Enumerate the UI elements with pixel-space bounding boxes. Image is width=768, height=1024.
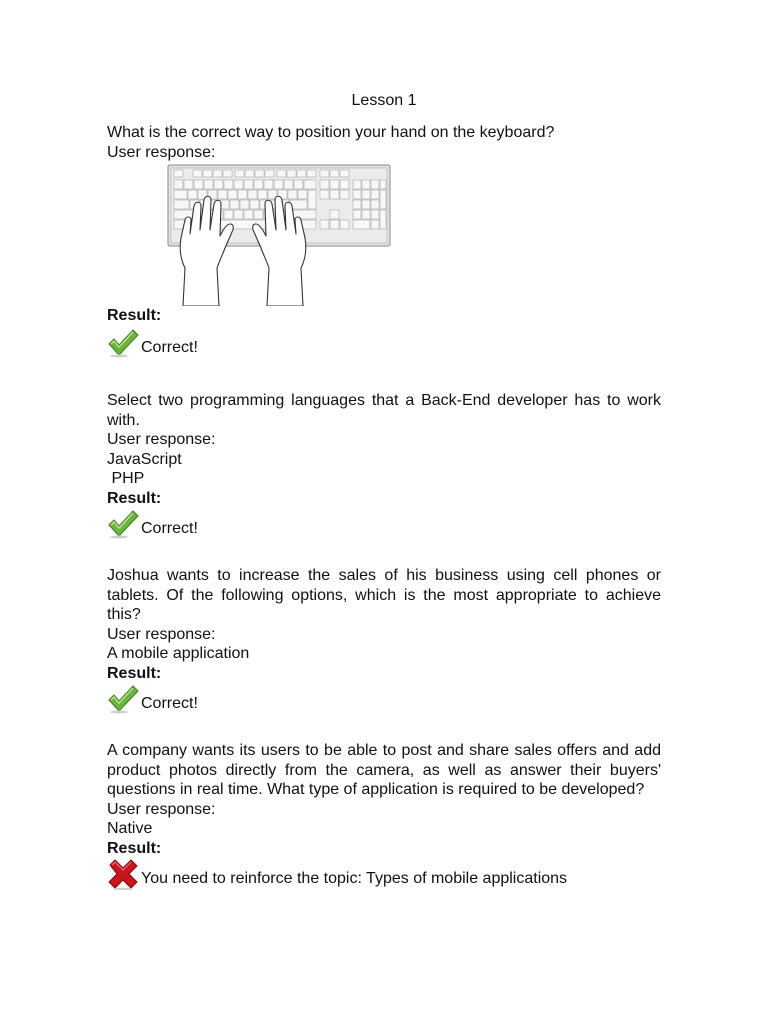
result-label: Result:	[107, 664, 162, 682]
result-row	[107, 683, 661, 717]
question-text: Select two programming languages that a Back-End developer has to work with.	[107, 392, 661, 429]
question-block-2	[107, 391, 661, 542]
result-row	[107, 508, 661, 542]
result-text: You need to reinforce the topic: Types of mobile applications	[141, 870, 568, 887]
response-item: PHP	[107, 470, 145, 487]
user-response-label: User response:	[107, 431, 216, 448]
check-mark-icon	[107, 683, 139, 715]
result-row	[107, 327, 661, 361]
keyboard-hands-image	[167, 164, 393, 306]
check-mark-icon	[107, 508, 139, 540]
result-label: Result:	[107, 307, 162, 324]
check-mark-icon	[107, 327, 139, 359]
question-block-3	[107, 566, 661, 717]
result-text: Correct!	[141, 520, 198, 537]
response-item: Native	[107, 820, 153, 837]
result-text: Correct!	[141, 695, 198, 712]
keyboard-hands-icon	[167, 164, 393, 306]
question-text: Joshua wants to increase the sales of his business using cell phones or tablets. Of the following options, which is the most appropriate to achieve this?	[107, 567, 661, 623]
user-response-label: User response:	[107, 625, 216, 643]
question-text: What is the correct way to position your hand on the keyboard?	[107, 124, 555, 141]
result-text: Correct!	[141, 338, 198, 356]
result-label: Result:	[107, 489, 162, 507]
result-label: Result:	[107, 839, 162, 857]
lesson-title: Lesson 1	[351, 92, 417, 109]
question-block-4	[107, 741, 661, 892]
user-response-label: User response:	[107, 143, 216, 161]
question-text: A company wants its users to be able to post and share sales offers and add product photos directly from the camera, as well as answer their buyers' questions in real time. What type of application is required to be developed?	[107, 742, 661, 798]
response-item: A mobile application	[107, 645, 250, 662]
user-response-label: User response:	[107, 800, 216, 818]
x-mark-icon	[107, 858, 139, 890]
question-block-1	[107, 123, 661, 361]
response-item: JavaScript	[107, 450, 182, 468]
result-row	[107, 858, 661, 892]
